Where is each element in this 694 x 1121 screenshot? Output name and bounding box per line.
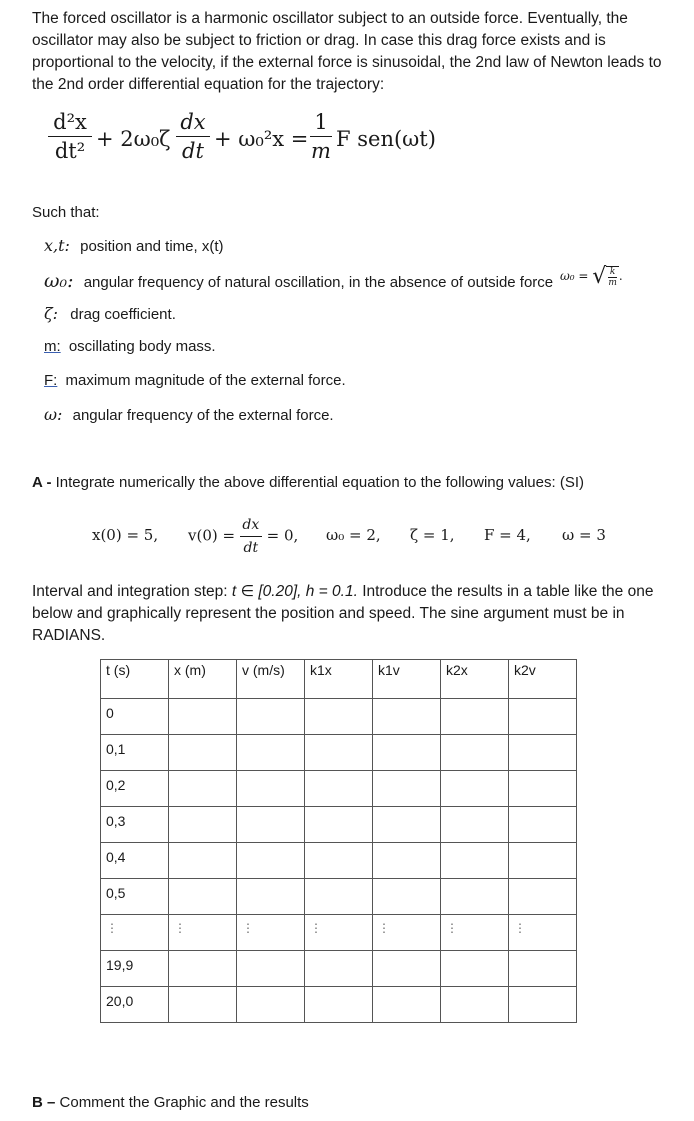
differential-equation: [48, 110, 468, 174]
table-cell: [169, 879, 237, 915]
part-b-label: B –: [32, 1094, 56, 1111]
interval-t-range: t ∈ [0.20],: [231, 583, 302, 600]
definition-symbol: ζ:: [44, 304, 59, 323]
table-cell: ⋮: [169, 915, 237, 951]
column-header: k1v: [373, 660, 441, 699]
part-a-label: A -: [32, 474, 52, 491]
second-derivative-numerator: d²x: [53, 110, 87, 134]
part-b-heading: [32, 1094, 309, 1111]
first-derivative-denominator: dt: [182, 139, 204, 163]
formula-period: .: [618, 269, 623, 283]
interval-prefix: Interval and integration step:: [32, 583, 228, 600]
table-cell: [169, 771, 237, 807]
param-v0-denominator: dt: [243, 540, 259, 556]
table-cell: [441, 699, 509, 735]
square-root: √ $\frac{k}{m}$: [592, 264, 617, 289]
param-zeta: ζ = 1,: [410, 526, 455, 544]
table-cell: [509, 807, 577, 843]
param-v0: [188, 516, 298, 557]
definition-symbol: m:: [44, 338, 61, 355]
table-cell: [237, 735, 305, 771]
definition-text: position and time, x(t): [80, 238, 224, 255]
natural-frequency-formula: [560, 264, 623, 289]
definition-symbol: ω₀:: [44, 270, 74, 292]
table-cell: [237, 951, 305, 987]
definition-item: [44, 236, 224, 260]
definition-text: maximum magnitude of the external force.: [65, 372, 346, 389]
table-cell: [441, 879, 509, 915]
table-cell: [509, 879, 577, 915]
column-header: k2x: [441, 660, 509, 699]
table-cell: [305, 771, 373, 807]
table-cell: [509, 735, 577, 771]
table-cell: [237, 699, 305, 735]
intro-paragraph: The forced oscillator is a harmonic oscillator subject to an outside force. Eventually, the oscillator may also be subject to friction or drag. In case this drag force exists and is proportional to the velocity, if the external force is sinusoidal, the 2nd law of Newton leads to the 2nd order differential equation for the trajectory:: [32, 10, 662, 93]
column-header: t (s): [101, 660, 169, 699]
table-cell: [169, 807, 237, 843]
table-cell: [441, 987, 509, 1023]
table-cell: 20,0: [101, 987, 169, 1023]
table-cell: [305, 807, 373, 843]
external-force-term: F sen(ωt): [336, 127, 436, 151]
table-cell: [373, 879, 441, 915]
table-cell: [169, 843, 237, 879]
sqrt-denominator: m: [608, 277, 617, 288]
first-derivative-numerator: dx: [180, 110, 206, 134]
natural-frequency-lhs: ω₀ =: [560, 269, 589, 283]
table-cell: 0,3: [101, 807, 169, 843]
table-cell: [305, 699, 373, 735]
table-cell: ⋮: [441, 915, 509, 951]
table-cell: [441, 771, 509, 807]
table-row: [101, 699, 577, 735]
table-cell: 0,1: [101, 735, 169, 771]
table-cell: ⋮: [237, 915, 305, 951]
table-cell: 0,5: [101, 879, 169, 915]
table-cell: [305, 843, 373, 879]
table-cell: [169, 951, 237, 987]
table-row: [101, 843, 577, 879]
table-row: [101, 807, 577, 843]
table-header-row: [101, 660, 577, 699]
table-cell: [373, 699, 441, 735]
table-cell: [237, 807, 305, 843]
definition-text: drag coefficient.: [70, 306, 176, 323]
param-v0-lhs: v(0) =: [188, 526, 236, 545]
table-cell: [169, 699, 237, 735]
table-cell: [509, 699, 577, 735]
definition-symbol: x,t:: [44, 236, 70, 255]
definition-symbol: ω:: [44, 405, 63, 424]
mass-fraction-denominator: m: [311, 139, 331, 163]
column-header: k2v: [509, 660, 577, 699]
table-row: [101, 735, 577, 771]
part-a-heading: [32, 474, 584, 491]
table-row: [101, 771, 577, 807]
param-force: F = 4,: [484, 526, 531, 544]
definition-symbol: F:: [44, 372, 58, 389]
table-cell: [373, 807, 441, 843]
table-cell: [237, 879, 305, 915]
initial-values: [92, 516, 652, 556]
table-cell: [373, 735, 441, 771]
results-table: [100, 659, 577, 1023]
table-cell: [373, 987, 441, 1023]
definition-item: [44, 405, 334, 429]
table-row: [101, 879, 577, 915]
param-omega0: ω₀ = 2,: [326, 526, 381, 544]
sqrt-numerator: k: [609, 266, 616, 277]
table-cell: 19,9: [101, 951, 169, 987]
spring-term: + ω₀²x =: [214, 127, 309, 151]
table-cell: [305, 879, 373, 915]
table-cell: ⋮: [305, 915, 373, 951]
table-cell: [373, 771, 441, 807]
definition-item: [44, 338, 216, 362]
table-cell: 0,2: [101, 771, 169, 807]
table-cell: [509, 987, 577, 1023]
such-that-label: Such that:: [32, 204, 100, 221]
definition-item: [44, 270, 553, 294]
part-b-text: Comment the Graphic and the results: [59, 1094, 309, 1111]
table-cell: [509, 771, 577, 807]
mass-fraction-numerator: 1: [314, 110, 328, 134]
table-cell: ⋮: [101, 915, 169, 951]
param-v0-numerator: dx: [242, 517, 260, 533]
definition-text: oscillating body mass.: [68, 338, 216, 355]
definition-item: [44, 304, 176, 328]
param-v0-fraction: [240, 516, 262, 557]
interval-instructions: Introduce the results in a table like the one below and graphically represent the position and speed. The sine argument must be in RADIANS.: [32, 583, 654, 644]
column-header: x (m): [169, 660, 237, 699]
definition-text: angular frequency of the external force.: [72, 407, 334, 424]
table-cell: [169, 735, 237, 771]
second-derivative-fraction: [48, 110, 92, 163]
table-cell: [237, 771, 305, 807]
table-cell: [305, 951, 373, 987]
mass-fraction: [310, 110, 332, 163]
table-cell: [509, 951, 577, 987]
definition-text: angular frequency of natural oscillation, in the absence of outside force: [83, 274, 554, 291]
interval-step: h = 0.1.: [305, 583, 358, 600]
first-derivative-fraction: [176, 110, 210, 163]
table-cell: [441, 951, 509, 987]
interval-paragraph: [32, 581, 662, 647]
table-cell: [441, 735, 509, 771]
table-cell: [305, 987, 373, 1023]
table-cell: [237, 987, 305, 1023]
table-cell: [305, 735, 373, 771]
table-row: [101, 987, 577, 1023]
table-cell: ⋮: [509, 915, 577, 951]
table-cell: [441, 807, 509, 843]
damping-term: + 2ω₀ζ: [96, 127, 171, 151]
param-omega: ω = 3: [562, 526, 606, 544]
table-cell: [441, 843, 509, 879]
param-x0: x(0) = 5,: [92, 526, 159, 544]
column-header: k1x: [305, 660, 373, 699]
table-cell: ⋮: [373, 915, 441, 951]
second-derivative-denominator: dt²: [54, 139, 86, 163]
table-cell: [509, 843, 577, 879]
param-v0-rhs: = 0,: [266, 526, 299, 545]
part-a-text: Integrate numerically the above differential equation to the following values: (SI): [55, 474, 584, 491]
table-cell: [373, 951, 441, 987]
table-cell: [169, 987, 237, 1023]
table-row: [101, 915, 577, 951]
table-cell: [237, 843, 305, 879]
table-cell: 0,4: [101, 843, 169, 879]
table-row: [101, 951, 577, 987]
table-cell: 0: [101, 699, 169, 735]
definition-item: [44, 372, 346, 396]
column-header: v (m/s): [237, 660, 305, 699]
table-cell: [373, 843, 441, 879]
